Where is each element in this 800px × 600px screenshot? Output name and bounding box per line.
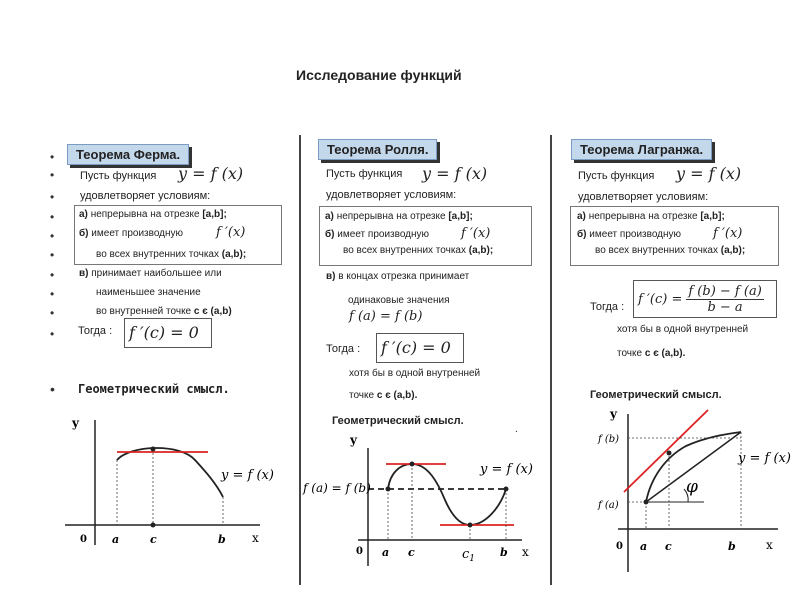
- c-label: c: [150, 533, 157, 546]
- func-label: y = f (x): [480, 462, 533, 477]
- lagrange-then: Тогда :: [590, 301, 625, 313]
- zero-label: 0: [616, 541, 623, 552]
- tangent-point: [667, 451, 672, 456]
- cond-a-label: а): [577, 211, 586, 222]
- cond-a-text: непрерывна на отрезке: [336, 211, 446, 222]
- a-label: a: [640, 540, 648, 553]
- cond-a-interval: [a,b];: [700, 211, 725, 222]
- c-label: c: [665, 540, 672, 553]
- bullet: •: [50, 168, 55, 182]
- fab-label: f (a) = f (b): [303, 481, 371, 495]
- fermat-then: Тогда :: [78, 325, 113, 337]
- phi-label: φ: [686, 477, 698, 497]
- func-label: y = f (x): [221, 468, 274, 483]
- fermat-func: y = f (x): [178, 164, 244, 183]
- rolle-equal: f (a) = f (b): [349, 309, 423, 324]
- cond-b-label: б): [325, 229, 335, 240]
- cond-b-deriv: f ′(x): [461, 226, 491, 241]
- rolle-geo-title: Геометрический смысл.: [332, 415, 464, 427]
- cond-c2-text: наименьшее значение: [96, 287, 201, 298]
- fermat-result: f ′(c) = 0: [124, 318, 212, 348]
- cond-c3-text: во внутренней точке: [96, 306, 192, 317]
- bullet: •: [50, 268, 55, 282]
- cond-a-interval: [a,b];: [448, 211, 473, 222]
- bullet: •: [50, 150, 55, 164]
- bullet: •: [50, 229, 55, 243]
- x-label: x: [766, 538, 773, 552]
- y-label: y: [610, 407, 617, 421]
- bullet: •: [50, 287, 55, 301]
- cond-b2-text: во всех внутренних точках: [595, 245, 718, 256]
- cond-b2-interval: (a,b);: [221, 249, 247, 260]
- fermat-let-func: Пусть функция: [80, 170, 157, 182]
- cond-b2-text: во всех внутренних точках: [343, 245, 466, 256]
- b-label: b: [500, 546, 508, 559]
- min-point: [468, 523, 473, 528]
- zero-label: 0: [356, 546, 363, 557]
- lagrange-result: [633, 280, 777, 318]
- x-label: x: [522, 545, 529, 559]
- rolle-func: y = f (x): [422, 164, 488, 183]
- zero-label: 0: [80, 534, 87, 545]
- cond-c-label: в): [326, 271, 336, 282]
- lagrange-graph: [596, 402, 796, 577]
- column-divider: [550, 135, 552, 585]
- fa-label: f (a): [598, 500, 619, 511]
- lagrange-geo-title: Геометрический смысл.: [590, 389, 722, 401]
- lagrange-func: y = f (x): [676, 164, 742, 183]
- cond-b-deriv: f ′(x): [216, 225, 246, 240]
- rolle-graph: [300, 428, 545, 568]
- cond-b-text: имеет производную: [589, 229, 682, 240]
- lagrange-atleast: хотя бы в одной внутренней: [617, 324, 749, 335]
- cond-a-label: а): [325, 211, 334, 222]
- point-a: [644, 500, 649, 505]
- cond-c3-point: c є (a,b): [193, 306, 232, 317]
- rolle-satisfies: удовлетворяет условиям:: [326, 189, 457, 201]
- a-label: a: [382, 546, 390, 559]
- x-label: x: [252, 531, 259, 545]
- lagrange-satisfies: удовлетворяет условиям:: [578, 191, 709, 203]
- cond-b2-text: во всех внутренних точках: [96, 249, 219, 260]
- bullet: •: [50, 210, 55, 224]
- lagrange-header: Теорема Лагранжа.: [571, 139, 712, 160]
- cond-b-deriv: f ′(x): [713, 226, 743, 241]
- result-denominator: b − a: [707, 299, 743, 315]
- bullet: •: [50, 381, 55, 397]
- bullet: •: [50, 248, 55, 262]
- cond-c-text: принимает наибольшее или: [91, 268, 222, 279]
- fb-label: f (b): [598, 434, 620, 445]
- cond-a-interval: [a,b];: [202, 209, 227, 220]
- func-label: y = f (x): [738, 451, 791, 466]
- rolle-let-func: Пусть функция: [326, 168, 403, 180]
- dot-mark: .: [515, 424, 518, 435]
- result-lhs: f ′(c) =: [638, 291, 683, 307]
- result-fraction: [686, 284, 763, 315]
- b-label: b: [218, 533, 226, 546]
- cond-b-label: б): [577, 229, 587, 240]
- lagrange-point-c: c є (a,b).: [644, 348, 686, 359]
- page-title: Исследование функций: [296, 67, 462, 83]
- fermat-geo-title: Геометрический смысл.: [78, 382, 230, 396]
- cond-b2-interval: (a,b);: [468, 245, 494, 256]
- cond-b-text: имеет производную: [337, 229, 430, 240]
- function-curve: [117, 448, 223, 497]
- rolle-header: Теорема Ролля.: [318, 139, 437, 160]
- cond-a-text: непрерывна на отрезке: [90, 209, 200, 220]
- cond-a-text: непрерывна на отрезке: [588, 211, 698, 222]
- lagrange-let-func: Пусть функция: [578, 170, 655, 182]
- rolle-result: f ′(c) = 0: [376, 333, 464, 363]
- bullet: •: [50, 306, 55, 320]
- rolle-point: точке: [349, 390, 375, 401]
- y-label: y: [350, 433, 357, 447]
- c1-label: $c_1$: [462, 547, 476, 564]
- cond-b-label: б): [79, 228, 89, 239]
- lagrange-point: точке: [617, 348, 643, 359]
- result-numerator: f (b) − f (a): [688, 283, 762, 299]
- c-label: c: [408, 546, 415, 559]
- rolle-atleast: хотя бы в одной внутренней: [349, 368, 481, 379]
- b-label: b: [728, 540, 736, 553]
- fermat-satisfies: удовлетворяет условиям:: [80, 190, 211, 202]
- fermat-header: Теорема Ферма.: [67, 144, 189, 165]
- extremum-point: [151, 447, 156, 452]
- cond-b-text: имеет производную: [91, 228, 184, 239]
- bullet: •: [50, 190, 55, 204]
- rolle-point-c: c є (a,b).: [376, 390, 418, 401]
- point-c: [151, 523, 156, 528]
- fermat-graph: [60, 405, 275, 550]
- point-b: [504, 487, 509, 492]
- point-a: [386, 487, 391, 492]
- cond-a-label: а): [79, 209, 88, 220]
- bullet: •: [50, 327, 55, 341]
- y-label: y: [72, 416, 79, 430]
- a-label: a: [112, 533, 120, 546]
- max-point: [410, 462, 415, 467]
- cond-b2-interval: (a,b);: [720, 245, 746, 256]
- cond-c-text: в концах отрезка принимает: [338, 271, 470, 282]
- rolle-then: Тогда :: [326, 343, 361, 355]
- cond-c-label: в): [79, 268, 89, 279]
- cond-c2-text: одинаковые значения: [348, 295, 450, 306]
